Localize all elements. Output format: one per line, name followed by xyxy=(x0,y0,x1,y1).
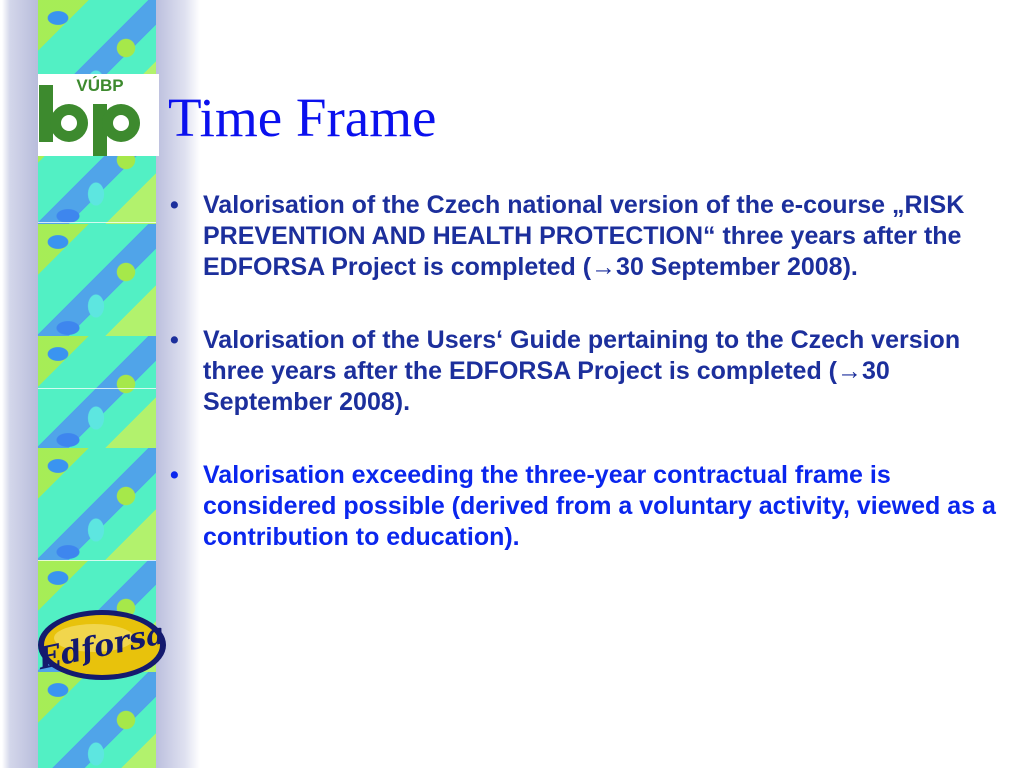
bullet-item xyxy=(168,325,1018,418)
bullet-text: Valorisation exceeding the three-year contractual frame is considered possible (derived from a voluntary activity, viewed as a contribution to education). xyxy=(203,461,996,551)
bullet-marker: • xyxy=(170,461,179,489)
bullet-item xyxy=(168,460,1018,553)
edforsa-logo xyxy=(34,606,170,684)
bullet-marker: • xyxy=(170,191,179,219)
bullet-marker: • xyxy=(170,326,179,354)
bullet-list xyxy=(168,190,1018,595)
bullet-text: Valorisation of the Czech national version of the e-course „RISK PREVENTION AND HEALTH PROTECTION“ three years after the EDFORSA Project is completed (→30 September 2008). xyxy=(203,191,965,281)
bullet-item xyxy=(168,190,1018,283)
bp-logo xyxy=(38,74,159,156)
svg-text:Edforsa: Edforsa xyxy=(35,616,169,678)
svg-text:VÚBP: VÚBP xyxy=(76,76,124,95)
divider xyxy=(38,388,156,389)
bullet-text: Valorisation of the Users‘ Guide pertaining to the Czech version three years after the EDFORSA Project is completed (→30 September 2008). xyxy=(203,326,961,416)
divider xyxy=(38,560,156,561)
slide-title: Time Frame xyxy=(168,87,437,148)
divider xyxy=(38,222,156,223)
